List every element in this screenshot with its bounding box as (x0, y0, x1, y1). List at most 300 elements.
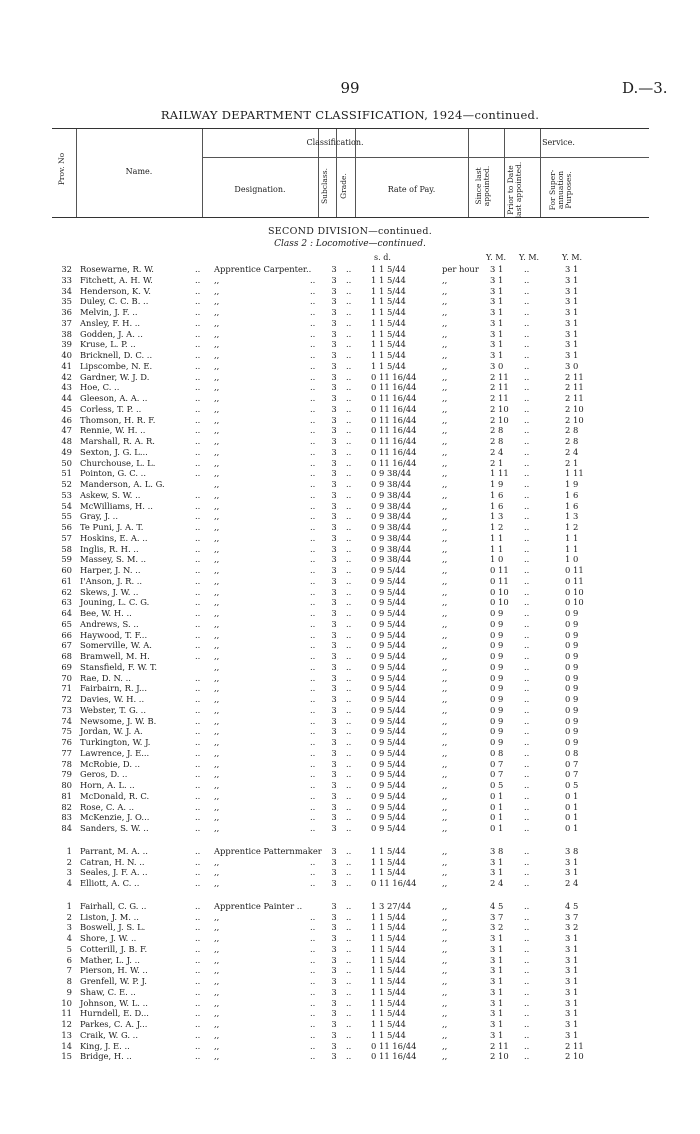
rate-of-pay: 0 11 16/44 (371, 436, 417, 446)
leader-dots: .. (346, 845, 352, 856)
page-title: RAILWAY DEPARTMENT CLASSIFICATION, 1924—continued. (160, 108, 540, 122)
employee-name: Henderson, K. V. (80, 285, 151, 296)
designation: ,, (214, 532, 220, 543)
since-last-appointed: 0 8 (490, 747, 504, 758)
prior-to-date: .. (524, 878, 530, 888)
leader-dots: .. (310, 911, 316, 922)
designation: ,, (214, 296, 220, 307)
designation: ,, (214, 715, 220, 726)
rate-unit: ,, (442, 965, 448, 976)
leader-dots: .. (346, 403, 352, 414)
prior-to-date: .. (524, 328, 530, 339)
superannuation: 3 1 (565, 986, 579, 997)
prior-to-date: .. (524, 943, 530, 954)
designation: ,, (214, 328, 220, 339)
prov-no: 12 (61, 1019, 72, 1029)
leader-dots: .. (310, 769, 316, 780)
rate-unit: ,, (442, 274, 448, 285)
designation: ,, (214, 479, 220, 489)
leader-dots: .. (195, 425, 201, 436)
rate-unit: ,, (442, 986, 448, 997)
subclass: 3 (331, 780, 337, 790)
designation: ,, (214, 436, 220, 446)
leader-dots: .. (195, 522, 201, 532)
since-last-appointed: 2 11 (490, 393, 509, 403)
since-last-appointed: 3 1 (490, 339, 504, 350)
leader-dots: .. (195, 758, 201, 769)
rate-unit: ,, (442, 565, 448, 575)
table-row (0, 705, 700, 716)
since-last-appointed: 3 1 (490, 1029, 504, 1040)
leader-dots: .. (346, 629, 352, 640)
designation: ,, (214, 661, 220, 672)
prov-no: 2 (66, 856, 72, 867)
rate-unit: ,, (442, 468, 448, 479)
rate-unit: ,, (442, 954, 448, 965)
leader-dots: .. (310, 403, 316, 414)
leader-dots: .. (310, 856, 316, 867)
leader-dots: .. (346, 479, 352, 489)
rate-unit: ,, (442, 715, 448, 726)
employee-name: Lawrence, J. E... (80, 747, 150, 758)
prior-to-date: .. (524, 758, 530, 769)
superannuation: 0 1 (565, 823, 579, 833)
prior-to-date: .. (524, 801, 530, 812)
employee-name: Jouning, L. C. G. (80, 597, 150, 608)
designation: ,, (214, 1019, 220, 1029)
employee-name: Gardner, W. J. D. (80, 371, 150, 382)
employee-name: Rosewarne, R. W. (80, 264, 154, 274)
employee-name: Jordan, W. J. A. (80, 726, 143, 737)
prior-to-date: .. (524, 812, 530, 823)
rate-of-pay: 1 1 5/44 (371, 933, 406, 943)
subclass: 3 (331, 479, 337, 489)
rate-unit: ,, (442, 307, 448, 317)
since-last-appointed: 2 10 (490, 414, 509, 425)
rate-unit: ,, (442, 943, 448, 954)
prior-to-date: .. (524, 683, 530, 694)
since-last-appointed: 1 3 (490, 511, 504, 522)
since-last-appointed: 0 9 (490, 683, 504, 694)
prior-to-date: .. (524, 911, 530, 922)
table-row (0, 662, 700, 673)
employee-name: Shaw, C. E. .. (80, 986, 136, 997)
leader-dots: .. (346, 694, 352, 704)
superannuation: 0 9 (565, 618, 579, 629)
rate-of-pay: 0 9 5/44 (371, 812, 406, 823)
designation: ,, (214, 307, 220, 317)
superannuation: 0 9 (565, 640, 579, 651)
designation: ,, (214, 976, 220, 986)
employee-name: Hoe, C. .. (80, 382, 120, 393)
table-row (0, 694, 700, 705)
leader-dots: .. (310, 812, 316, 823)
since-last-appointed: 0 7 (490, 769, 504, 780)
since-last-appointed: 3 1 (490, 1019, 504, 1029)
designation: ,, (214, 393, 220, 403)
prior-to-date: .. (524, 845, 530, 856)
since-last-appointed: 0 9 (490, 618, 504, 629)
leader-dots: .. (346, 511, 352, 522)
subclass: 3 (331, 285, 337, 296)
designation: ,, (214, 954, 220, 965)
superannuation: 0 11 (565, 565, 584, 575)
subclass: 3 (331, 264, 337, 274)
leader-dots: .. (346, 1029, 352, 1040)
designation: ,, (214, 425, 220, 436)
leader-dots: .. (346, 976, 352, 986)
prior-to-date: .. (524, 965, 530, 976)
since-last-appointed: 3 2 (490, 922, 504, 933)
rate-of-pay: 1 1 5/44 (371, 1029, 406, 1040)
superannuation: 2 4 (565, 446, 579, 457)
since-last-appointed: 3 8 (490, 845, 504, 856)
since-last-appointed: 3 1 (490, 1008, 504, 1019)
table-row (0, 1051, 700, 1062)
employee-name: Gray, J. .. (80, 511, 118, 522)
subclass: 3 (331, 801, 337, 812)
leader-dots: .. (310, 393, 316, 403)
rate-unit: ,, (442, 446, 448, 457)
prov-no: 78 (61, 758, 72, 769)
superannuation: 3 1 (565, 307, 579, 317)
table-row (0, 415, 700, 426)
prior-to-date: .. (524, 651, 530, 661)
leader-dots: .. (346, 339, 352, 350)
prov-no: 45 (61, 403, 72, 414)
leader-dots: .. (310, 307, 316, 317)
since-last-appointed: 3 1 (490, 856, 504, 867)
rate-of-pay: 0 11 16/44 (371, 371, 417, 382)
leader-dots: .. (195, 911, 201, 922)
prior-to-date: .. (524, 565, 530, 575)
superannuation: 3 1 (565, 1019, 579, 1029)
leader-dots: .. (195, 878, 201, 888)
rate-of-pay: 1 1 5/44 (371, 339, 406, 350)
prov-no: 70 (61, 672, 72, 683)
subclass: 3 (331, 704, 337, 715)
employee-name: Pierson, H. W. .. (80, 965, 148, 976)
prov-no: 73 (61, 704, 72, 715)
superannuation: 2 10 (565, 403, 584, 414)
header-grade: Grade. (339, 173, 348, 199)
since-last-appointed: 2 10 (490, 403, 509, 414)
prior-to-date: .. (524, 1019, 530, 1029)
leader-dots: .. (346, 780, 352, 790)
since-last-appointed: 1 1 (490, 532, 504, 543)
table-row (0, 640, 700, 651)
rate-of-pay: 0 9 5/44 (371, 758, 406, 769)
leader-dots: .. (195, 715, 201, 726)
table-row (0, 812, 700, 823)
rate-unit: ,, (442, 1051, 448, 1062)
rate-of-pay: 1 1 5/44 (371, 911, 406, 922)
prior-to-date: .. (524, 933, 530, 943)
prior-to-date: .. (524, 1051, 530, 1062)
leader-dots: .. (310, 943, 316, 954)
prior-to-date: .. (524, 489, 530, 500)
since-last-appointed: 0 9 (490, 651, 504, 661)
superannuation: 0 5 (565, 780, 579, 790)
table-row (0, 372, 700, 383)
leader-dots: .. (346, 371, 352, 382)
rate-unit: ,, (442, 878, 448, 888)
superannuation: 3 1 (565, 997, 579, 1008)
superannuation: 3 1 (565, 296, 579, 307)
since-last-appointed: 0 1 (490, 801, 504, 812)
leader-dots: .. (195, 845, 201, 856)
leader-dots: .. (346, 640, 352, 651)
table-row (0, 976, 700, 987)
employee-name: Liston, J. M. .. (80, 911, 139, 922)
since-last-appointed: 1 6 (490, 500, 504, 511)
since-last-appointed: 3 1 (490, 976, 504, 986)
prov-no: 11 (61, 1008, 72, 1019)
subclass: 3 (331, 900, 337, 911)
superannuation: 3 1 (565, 1029, 579, 1040)
leader-dots: .. (346, 769, 352, 780)
since-last-appointed: 3 1 (490, 296, 504, 307)
leader-dots: .. (195, 976, 201, 986)
since-last-appointed: 3 1 (490, 317, 504, 328)
employee-name: Hoskins, E. A. .. (80, 532, 148, 543)
rate-of-pay: 1 3 27/44 (371, 900, 412, 911)
leader-dots: .. (195, 790, 201, 801)
since-last-appointed: 3 1 (490, 997, 504, 1008)
rate-of-pay: 1 1 5/44 (371, 264, 406, 274)
prior-to-date: .. (524, 694, 530, 704)
rate-of-pay: 0 9 38/44 (371, 500, 412, 511)
superannuation: 2 8 (565, 436, 579, 446)
superannuation: 3 1 (565, 867, 579, 878)
designation: ,, (214, 1029, 220, 1040)
since-last-appointed: 3 0 (490, 360, 504, 371)
employee-name: Webster, T. G. .. (80, 704, 146, 715)
leader-dots: .. (310, 715, 316, 726)
subclass: 3 (331, 328, 337, 339)
rate-of-pay: 0 9 5/44 (371, 586, 406, 597)
leader-dots: .. (346, 683, 352, 694)
prov-no: 84 (61, 823, 72, 833)
subclass: 3 (331, 274, 337, 285)
subclass: 3 (331, 296, 337, 307)
leader-dots: .. (310, 694, 316, 704)
superannuation: 3 2 (565, 922, 579, 933)
leader-dots: .. (310, 296, 316, 307)
leader-dots: .. (195, 900, 201, 911)
leader-dots: .. (310, 457, 316, 468)
rate-of-pay: 0 11 16/44 (371, 1051, 417, 1062)
subclass: 3 (331, 694, 337, 704)
designation: ,, (214, 382, 220, 393)
leader-dots: .. (195, 933, 201, 943)
leader-dots: .. (310, 522, 316, 532)
leader-dots: .. (346, 651, 352, 661)
subclass: 3 (331, 457, 337, 468)
prior-to-date: .. (524, 769, 530, 780)
prior-to-date: .. (524, 339, 530, 350)
designation: ,, (214, 704, 220, 715)
table-row (0, 726, 700, 737)
rate-unit: ,, (442, 371, 448, 382)
employee-name: Sanders, S. W. .. (80, 823, 149, 833)
prov-no: 3 (66, 922, 72, 933)
superannuation: 1 0 (565, 554, 579, 565)
table-row (0, 286, 700, 297)
leader-dots: .. (310, 586, 316, 597)
prov-no: 66 (61, 629, 72, 640)
employee-name: Sexton, J. G. L... (80, 446, 148, 457)
rate-of-pay: 0 9 5/44 (371, 618, 406, 629)
designation: ,, (214, 683, 220, 694)
subclass: 3 (331, 317, 337, 328)
leader-dots: .. (310, 328, 316, 339)
since-last-appointed: 0 9 (490, 640, 504, 651)
rate-unit: ,, (442, 1008, 448, 1019)
leader-dots: .. (310, 414, 316, 425)
header-designation: Designation. (234, 185, 286, 194)
leader-dots: .. (310, 737, 316, 747)
leader-dots: .. (310, 933, 316, 943)
leader-dots: .. (195, 867, 201, 878)
subclass: 3 (331, 986, 337, 997)
superannuation: 2 11 (565, 371, 584, 382)
leader-dots: .. (195, 1008, 201, 1019)
rate-of-pay: 0 9 38/44 (371, 468, 412, 479)
prov-no: 81 (61, 790, 72, 801)
employee-name: Askew, S. W. .. (80, 489, 141, 500)
since-last-appointed: 3 1 (490, 328, 504, 339)
prov-no: 42 (61, 371, 72, 382)
prov-no: 82 (61, 801, 72, 812)
table-row (0, 468, 700, 479)
leader-dots: .. (346, 328, 352, 339)
rate-of-pay: 0 9 38/44 (371, 489, 412, 500)
prov-no: 37 (61, 317, 72, 328)
table-row (0, 361, 700, 372)
leader-dots: .. (346, 823, 352, 833)
designation: ,, (214, 403, 220, 414)
rate-of-pay: 1 1 5/44 (371, 976, 406, 986)
leader-dots: .. (346, 360, 352, 371)
leader-dots: .. (346, 672, 352, 683)
designation: ,, (214, 812, 220, 823)
superannuation: 0 1 (565, 790, 579, 801)
subclass: 3 (331, 747, 337, 758)
prov-no: 53 (61, 489, 72, 500)
prior-to-date: .. (524, 500, 530, 511)
leader-dots: .. (346, 954, 352, 965)
prov-no: 15 (61, 1051, 72, 1062)
rate-of-pay: 1 1 5/44 (371, 986, 406, 997)
designation: ,, (214, 629, 220, 640)
since-last-appointed: 2 8 (490, 425, 504, 436)
leader-dots: .. (310, 446, 316, 457)
subclass: 3 (331, 1019, 337, 1029)
rate-of-pay: 0 9 5/44 (371, 651, 406, 661)
designation: ,, (214, 726, 220, 737)
employee-name: Johnson, W. L. .. (80, 997, 148, 1008)
rate-unit: ,, (442, 747, 448, 758)
prior-to-date: .. (524, 285, 530, 296)
leader-dots: .. (310, 651, 316, 661)
prov-no: 43 (61, 382, 72, 393)
leader-dots: .. (310, 511, 316, 522)
employee-name: King, J. E. .. (80, 1040, 130, 1051)
prior-to-date: .. (524, 360, 530, 371)
rate-of-pay: 0 9 5/44 (371, 780, 406, 790)
table-row (0, 912, 700, 923)
subclass: 3 (331, 629, 337, 640)
designation: ,, (214, 1040, 220, 1051)
leader-dots: .. (195, 922, 201, 933)
subclass: 3 (331, 543, 337, 554)
designation: ,, (214, 801, 220, 812)
employee-name: Elliott, A. C. .. (80, 878, 140, 888)
designation: ,, (214, 1051, 220, 1062)
leader-dots: .. (310, 285, 316, 296)
leader-dots: .. (310, 608, 316, 618)
prior-to-date: .. (524, 900, 530, 911)
leader-dots: .. (346, 812, 352, 823)
table-row (0, 683, 700, 694)
leader-dots: .. (346, 489, 352, 500)
subclass: 3 (331, 997, 337, 1008)
leader-dots: .. (195, 672, 201, 683)
leader-dots: .. (346, 554, 352, 565)
employee-name: Newsome, J. W. B. (80, 715, 157, 726)
leader-dots: .. (310, 618, 316, 629)
table-row (0, 490, 700, 501)
leader-dots: .. (195, 801, 201, 812)
rate-of-pay: 0 9 38/44 (371, 554, 412, 565)
prior-to-date: .. (524, 457, 530, 468)
prior-to-date: .. (524, 382, 530, 393)
since-last-appointed: 3 1 (490, 965, 504, 976)
prior-to-date: .. (524, 446, 530, 457)
subclass: 3 (331, 597, 337, 608)
leader-dots: .. (346, 618, 352, 629)
table-row (0, 846, 700, 857)
rate-unit: ,, (442, 900, 448, 911)
leader-dots: .. (310, 683, 316, 694)
employee-name: Boswell, J. S. L. (80, 922, 146, 933)
leader-dots: .. (310, 640, 316, 651)
leader-dots: .. (346, 911, 352, 922)
prov-no: 32 (61, 264, 72, 274)
table-row (0, 296, 700, 307)
leader-dots: .. (346, 943, 352, 954)
prov-no: 8 (66, 976, 72, 986)
leader-dots: .. (195, 393, 201, 403)
leader-dots: .. (310, 801, 316, 812)
table-row (0, 318, 700, 329)
designation: ,, (214, 640, 220, 651)
leader-dots: .. (310, 922, 316, 933)
rate-of-pay: 0 11 16/44 (371, 446, 417, 457)
prior-to-date: .. (524, 543, 530, 554)
designation: ,, (214, 468, 220, 479)
leader-dots: .. (346, 436, 352, 446)
prov-no: 50 (61, 457, 72, 468)
since-last-appointed: 1 6 (490, 489, 504, 500)
superannuation: 1 1 (565, 532, 579, 543)
leader-dots: .. (310, 976, 316, 986)
rate-of-pay: 0 9 5/44 (371, 704, 406, 715)
leader-dots: .. (310, 672, 316, 683)
rate-unit: ,, (442, 922, 448, 933)
rate-of-pay: 0 9 5/44 (371, 726, 406, 737)
